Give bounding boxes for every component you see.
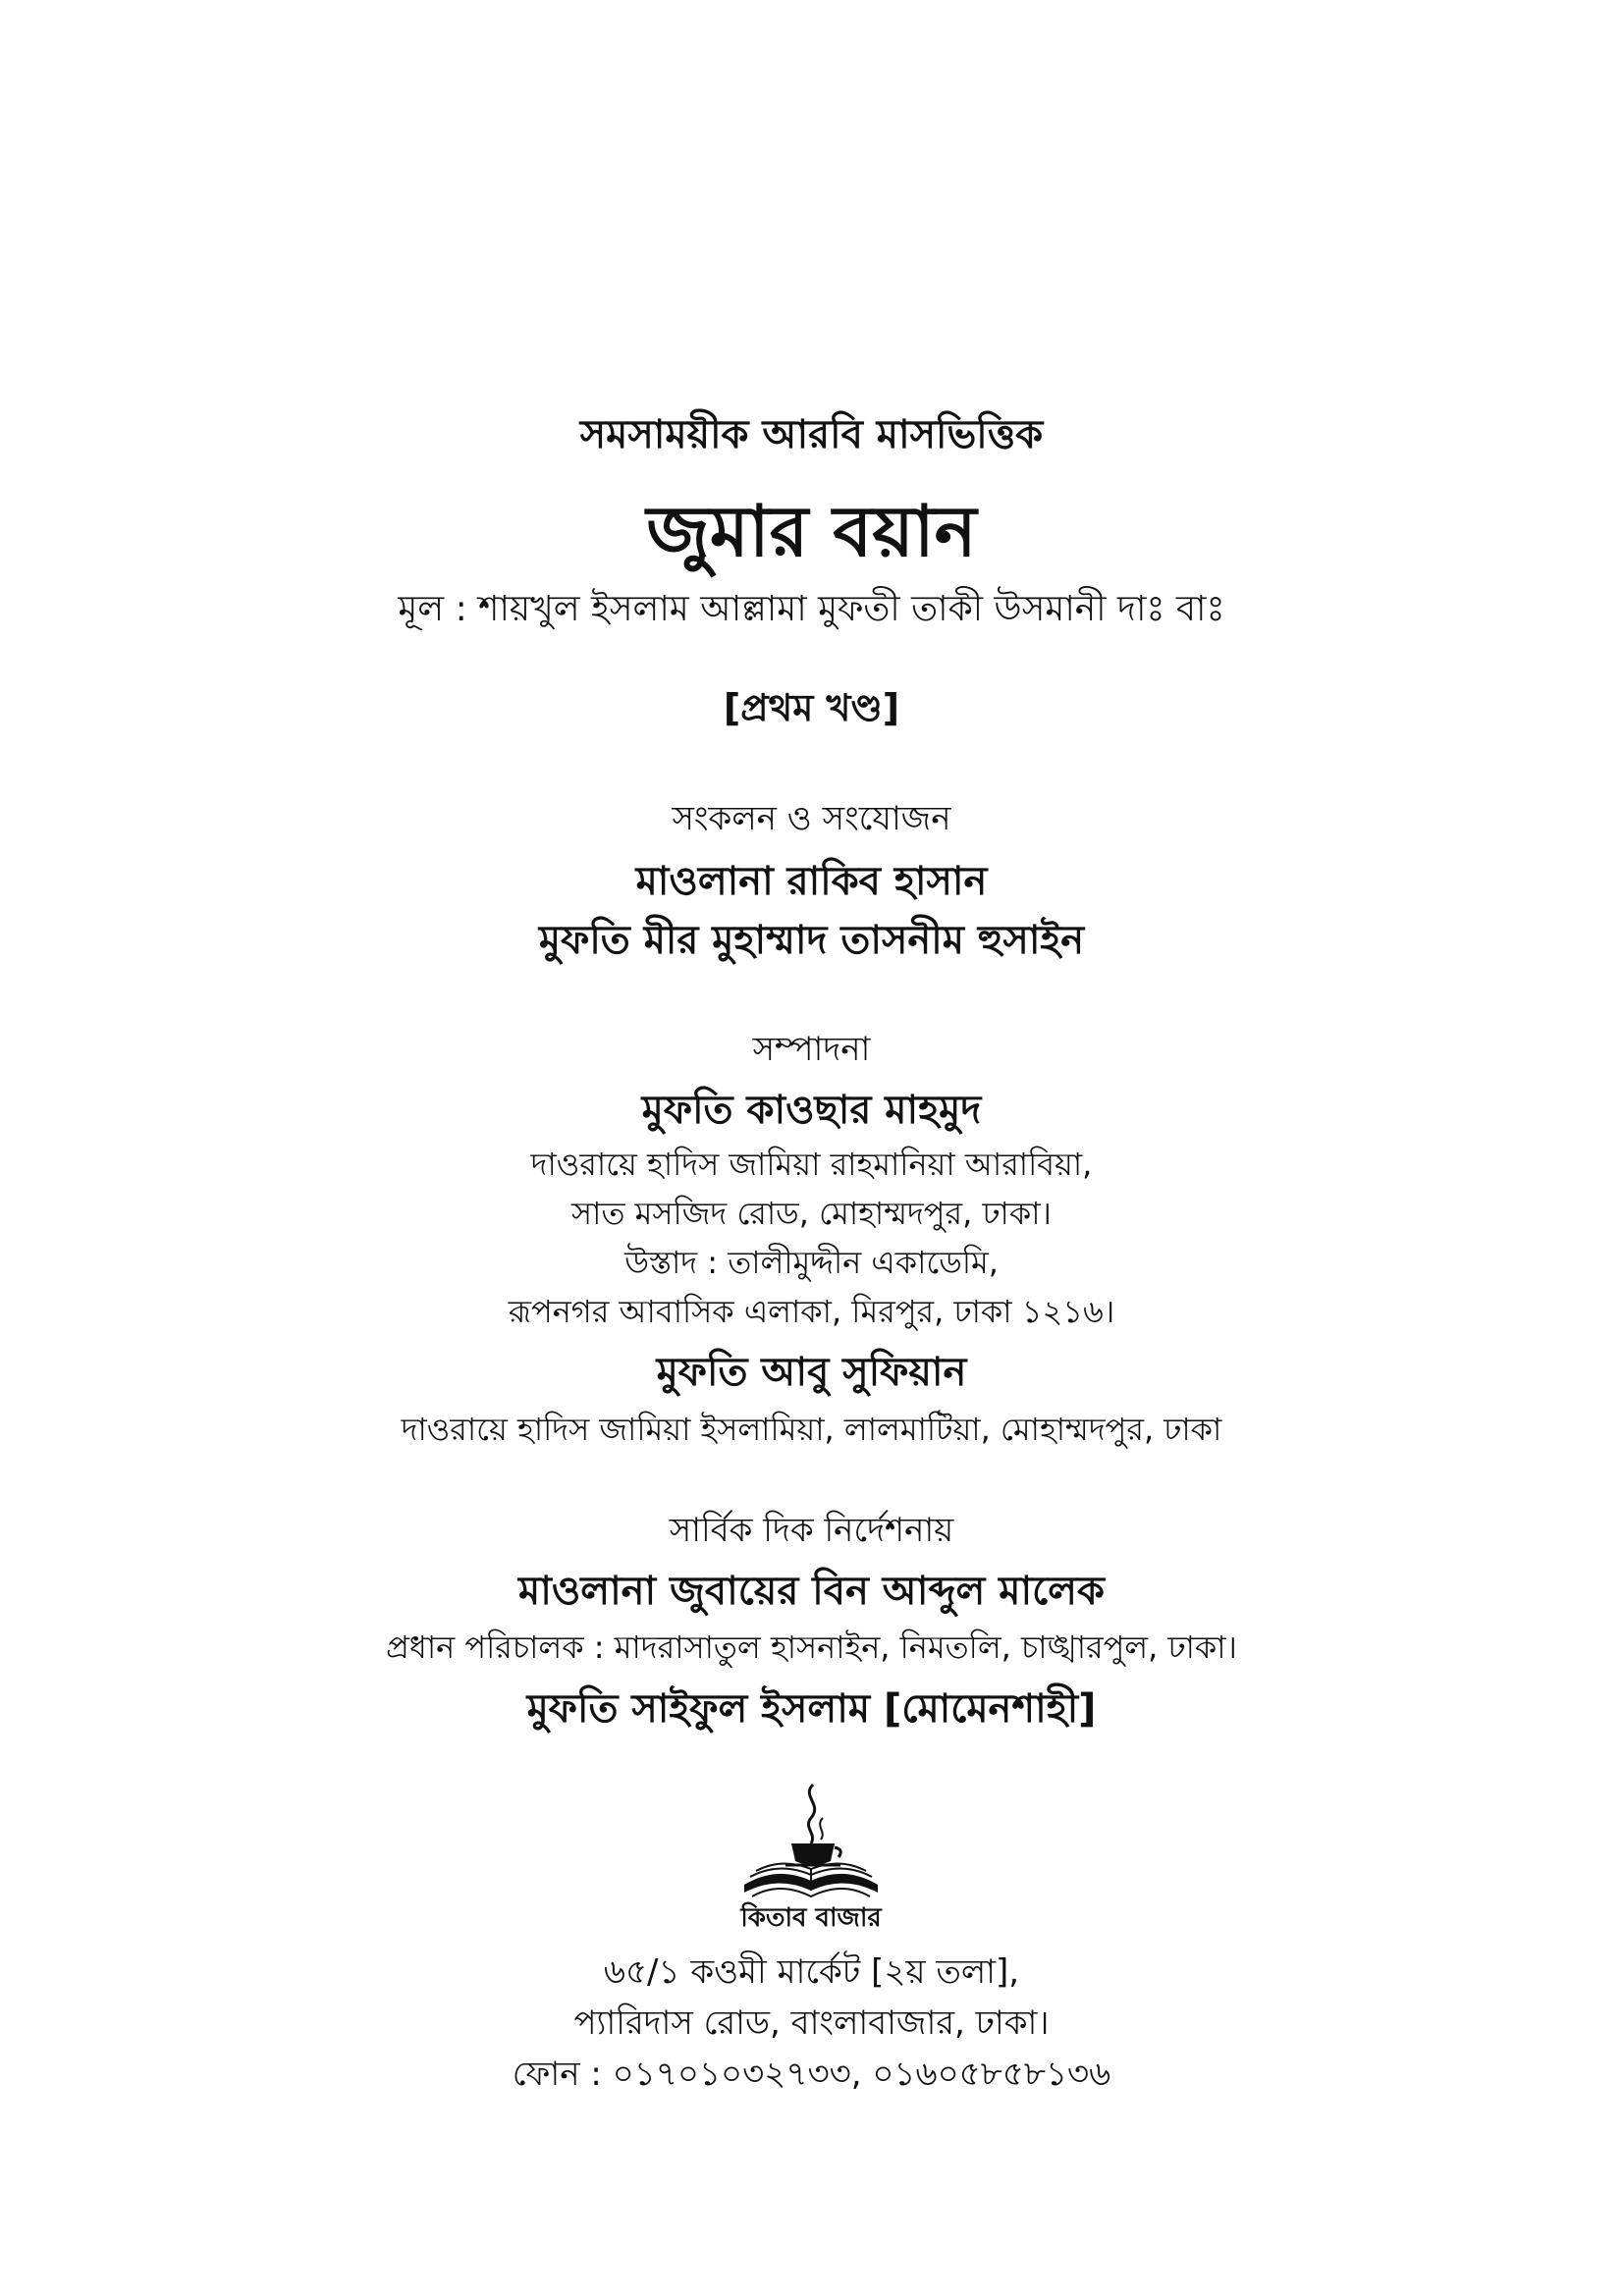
guide1-detail: প্রধান পরিচালক : মাদরাসাতুল হাসনাইন, নিমতলি, চাঙ্খারপুল, ঢাকা। xyxy=(386,1629,1237,1666)
editor-name-1: মুফতি কাওছার মাহমুদ xyxy=(641,1088,982,1133)
publisher-address-2: প্যারিদাস রোড, বাংলাবাজার, ঢাকা। xyxy=(573,2003,1050,2043)
editor1-detail-3: উস্তাদ : তালীমুদ্দীন একাডেমি, xyxy=(624,1244,999,1281)
editor-name-2: মুফতি আবু সুফিয়ান xyxy=(656,1350,967,1395)
book-title: জুমার বয়ান xyxy=(646,490,977,572)
original-author: মূল : শায়খুল ইসলাম আল্লামা মুফতী তাকী উসমানী দাঃ বাঃ xyxy=(398,589,1225,629)
compilation-label: সংকলন ও সংযোজন xyxy=(672,799,951,838)
editor1-detail-4: রূপনগর আবাসিক এলাকা, মিরপুর, ঢাকা ১২১৬। xyxy=(508,1293,1115,1330)
guidance-label: সার্বিক দিক নির্দেশনায় xyxy=(669,1511,954,1550)
publisher-address-1: ৬৫/১ কওমী মার্কেট [২য় তলা], xyxy=(603,1952,1020,1992)
publisher-logo-text: কিতাব বাজার xyxy=(740,1903,882,1933)
editor1-detail-1: দাওরায়ে হাদিস জামিয়া রাহমানিয়া আরাবিয়া, xyxy=(530,1146,1093,1183)
compiler-name-2: মুফতি মীর মুহাম্মাদ তাসনীম হুসাইন xyxy=(538,918,1085,963)
publisher-logo xyxy=(732,1779,890,1936)
guide-name-1: মাওলানা জুবায়ের বিন আব্দুল মালেক xyxy=(518,1569,1105,1614)
publisher-phone: ফোন : ০১৭০১০৩২৭৩৩, ০১৬০৫৮৫৮১৩৬ xyxy=(512,2055,1111,2094)
compiler-name-1: মাওলানা রাকিব হাসান xyxy=(635,859,988,904)
book-subtitle: সমসাময়ীক আরবি মাসভিত্তিক xyxy=(579,412,1044,457)
volume-label: [প্রথম খণ্ড] xyxy=(723,686,900,729)
guide-name-2: মুফতি সাইফুল ইসলাম [মোমেনশাহী] xyxy=(526,1686,1097,1732)
editor1-detail-2: সাত মসজিদ রোড, মোহাম্মদপুর, ঢাকা। xyxy=(571,1195,1052,1232)
editing-label: সম্পাদনা xyxy=(752,1030,871,1069)
open-book-with-steaming-cup-icon xyxy=(732,1779,890,1936)
editor2-detail-1: দাওরায়ে হাদিস জামিয়া ইসলামিয়া, লালমাটিয়া, মোহাম্মদপুর, ঢাকা xyxy=(401,1411,1222,1448)
